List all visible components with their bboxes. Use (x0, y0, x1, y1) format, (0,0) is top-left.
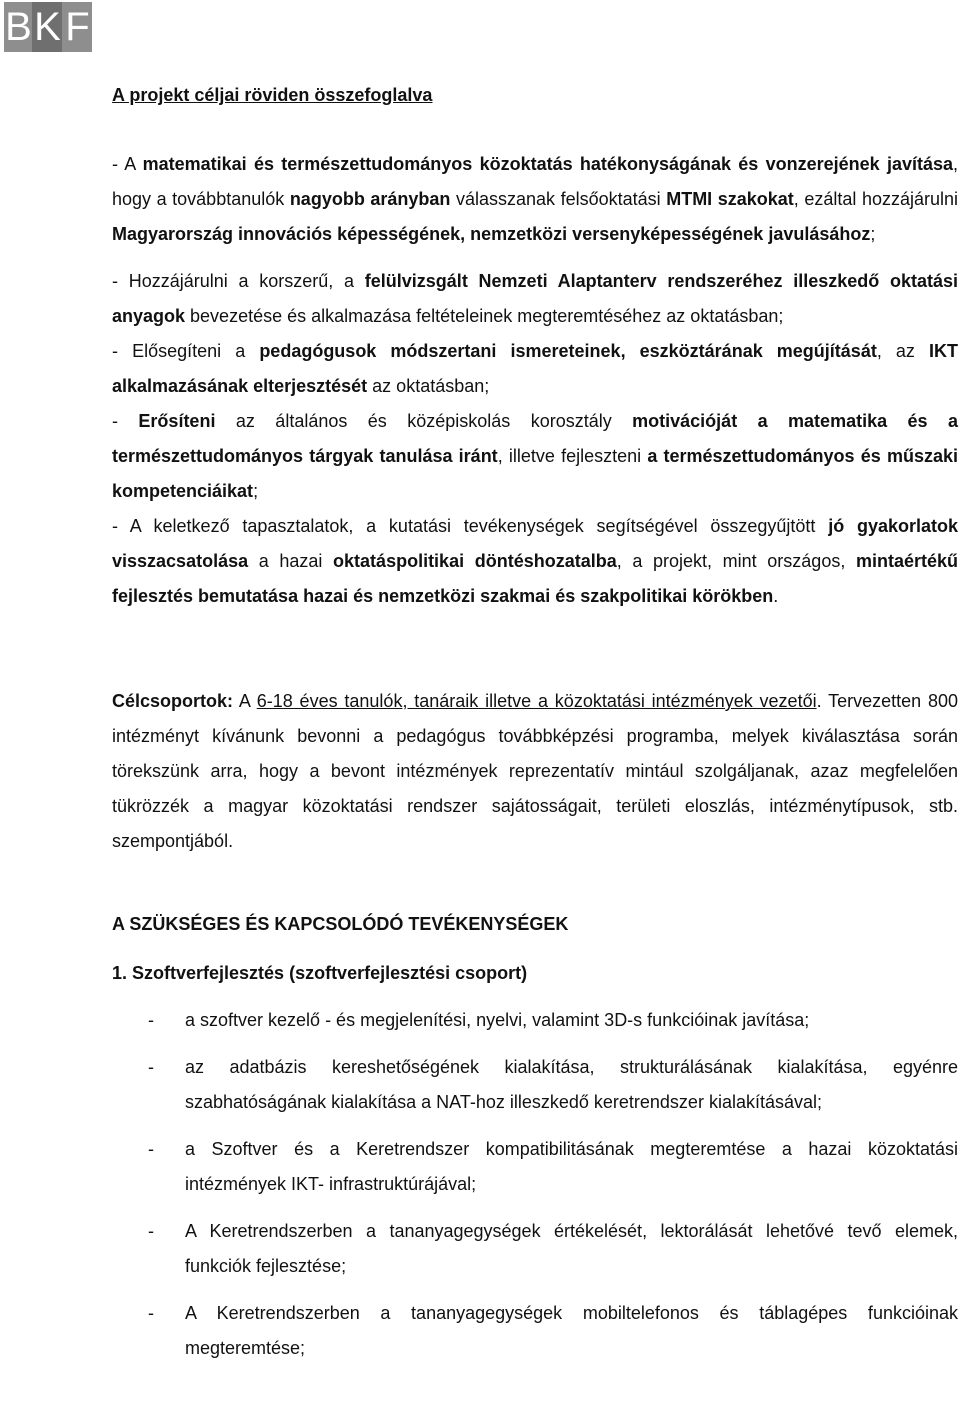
goals-heading: A projekt céljai röviden összefoglalva (112, 85, 433, 105)
goal-bold-text: jó gyakorlatok visszacsatolása (112, 516, 958, 571)
goal-text: - (112, 411, 139, 431)
goal-item (112, 334, 958, 404)
goal-text: ; (870, 224, 876, 244)
goal-text: - Elősegíteni a (112, 341, 260, 361)
document-body (112, 78, 958, 1378)
logo-letter-b: B (4, 2, 32, 52)
goal-text: , az (876, 341, 929, 361)
activities-subtitle: 1. Szoftverfejlesztés (szoftverfejlesztési csoport) (112, 963, 528, 983)
goal-bold-text: a természettudományos és műszaki kompetenciáikat (112, 446, 958, 501)
goal-bold-text: IKT alkalmazásának elterjesztését (112, 341, 958, 396)
activity-item: - az adatbázis kereshetőségének kialakítása, strukturálásának kialakítása, egyénre szabhatóságának kialakítása a NAT-hoz illeszkedő keretrendszer kialakításával; (112, 1050, 958, 1120)
logo-letter-k: K (32, 2, 62, 52)
goal-text: válasszanak felsőoktatási (450, 189, 667, 209)
goal-bold-text: MTMI szakokat (666, 189, 794, 209)
goal-bold-text: matematikai és természettudományos közoktatás hatékonyságának és vonzerejének javítása (142, 154, 953, 174)
goal-text: az oktatásban; (367, 376, 490, 396)
goal-text: az általános és középiskolás korosztály (215, 411, 633, 431)
target-groups-lead: A (233, 691, 257, 711)
goal-text: ; (253, 481, 259, 501)
activity-item: - A Keretrendszerben a tananyagegységek mobiltelefonos és táblagépes funkcióinak megteremtése; (112, 1296, 958, 1366)
goal-text: - A (112, 154, 143, 174)
goal-bold-text: mintaértékű fejlesztés bemutatása hazai és nemzetközi szakmai és szakpolitikai körökben (112, 551, 959, 606)
goal-text: - A keletkező tapasztalatok, a kutatási tevékenységek segítségével összegyűjtött (112, 516, 829, 536)
goal-bold-text: oktatáspolitikai döntéshozatalba (333, 551, 617, 571)
goal-bold-text: nagyobb arányban (289, 189, 451, 209)
goal-text: . (773, 586, 779, 606)
goal-item (112, 509, 958, 614)
goal-text: , a projekt, mint országos, (616, 551, 856, 571)
goal-text: , illetve fejleszteni (497, 446, 648, 466)
target-groups-text: . Tervezetten 800 intézményt kívánunk bevonni a pedagógus továbbképzési programba, melyek kiválasztása során törekszünk arra, hogy a bevont intézmények reprezentatív mintául szolgáljanak, azaz megfelelően tükrözzék a magyar közoktatási rendszer sajátosságait, területi eloszlás, intézménytípusok, stb. szempontjából. (112, 691, 958, 851)
goal-bold-text: Magyarország innovációs képességének, nemzetközi versenyképességének javulásához (112, 224, 871, 244)
goal-bold-text: Erősíteni (138, 411, 216, 431)
goal-text: a hazai (248, 551, 334, 571)
activities-list (112, 1003, 958, 1366)
goal-text: , ezáltal hozzájárulni (793, 189, 959, 209)
goal-bold-text: motivációját a matematika és a természettudományos tárgyak tanulása iránt (112, 411, 958, 466)
goal-text: , hogy a továbbtanulók (112, 154, 959, 209)
activities-title: A SZÜKSÉGES ÉS KAPCSOLÓDÓ TEVÉKENYSÉGEK (112, 914, 569, 934)
goal-bold-text: felülvizsgált Nemzeti Alaptanterv rendszeréhez illeszkedő oktatási anyagok (112, 271, 958, 326)
goal-item (112, 404, 958, 509)
bkf-logo (4, 2, 92, 52)
goal-text: - Hozzájárulni a korszerű, a (112, 271, 365, 291)
target-groups-paragraph (112, 684, 958, 859)
activity-item: - a Szoftver és a Keretrendszer kompatibilitásának megteremtése a hazai közoktatási intézmények IKT- infrastruktúrájával; (112, 1132, 958, 1202)
target-groups-underlined: 6-18 éves tanulók, tanáraik illetve a közoktatási intézmények vezetői (256, 691, 817, 711)
target-groups-label: Célcsoportok: (112, 691, 234, 711)
goals-list (112, 147, 958, 614)
goal-bold-text: pedagógusok módszertani ismereteinek, eszköztárának megújítását (259, 341, 877, 361)
activity-item: - A Keretrendszerben a tananyagegységek értékelését, lektorálását lehetővé tevő elemek, funkciók fejlesztése; (112, 1214, 958, 1284)
goal-item (112, 147, 958, 252)
goal-item (112, 264, 958, 334)
logo-letter-f: F (62, 2, 92, 52)
goal-text: bevezetése és alkalmazása feltételeinek megteremtéséhez az oktatásban; (185, 306, 784, 326)
activity-item: - a szoftver kezelő - és megjelenítési, nyelvi, valamint 3D-s funkcióinak javítása; (112, 1003, 958, 1038)
